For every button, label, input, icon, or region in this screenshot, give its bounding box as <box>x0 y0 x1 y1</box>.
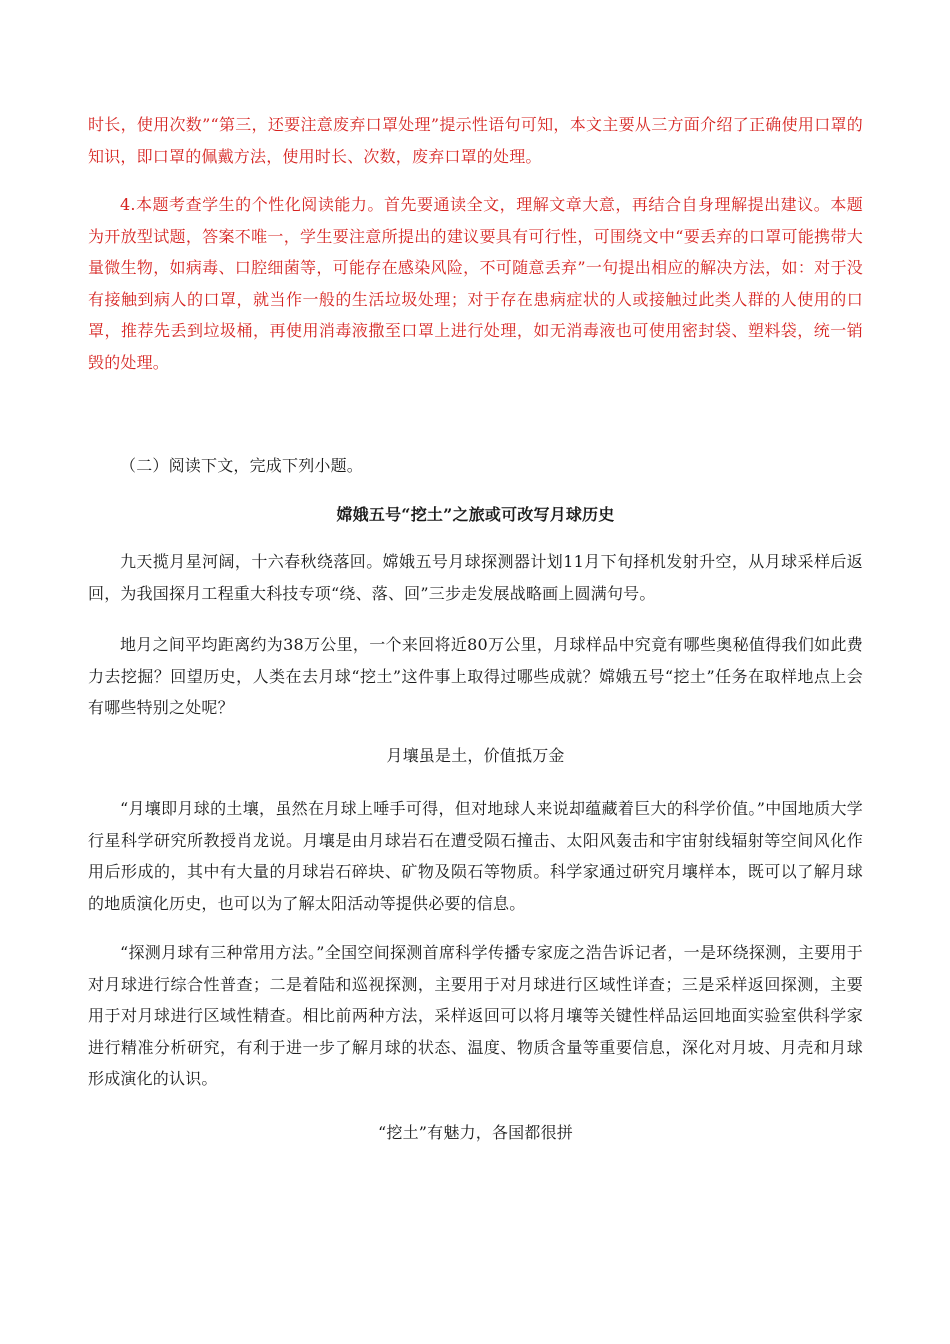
section-intro: （二）阅读下文，完成下列小题。 <box>120 456 364 475</box>
article-paragraph-2: 地月之间平均距离约为38万公里，一个来回将近80万公里，月球样品中究竟有哪些奥秘值得我们如此费力去挖掘？回望历史，人类在去月球“挖土”这件事上取得过哪些成就？嫦娥五号“挖土”任务在取样地点上会有哪些特别之处呢？ <box>88 635 863 717</box>
article-paragraph-3: “月壤即月球的土壤，虽然在月球上唾手可得，但对地球人来说却蕴藏着巨大的科学价值。”中国地质大学行星科学研究所教授肖龙说。月壤是由月球岩石在遭受陨石撞击、太阳风轰击和宇宙射线辐射等空间风化作用后形成的，其中有大量的月球岩石碎块、矿物及陨石等物质。科学家通过研究月壤样本，既可以了解月球的地质演化历史，也可以为了解太阳活动等提供必要的信息。 <box>88 799 863 913</box>
answer-paragraph-continuation: 时长，使用次数”“第三，还要注意废弃口罩处理”提示性语句可知，本文主要从三方面介绍了正确使用口罩的知识，即口罩的佩戴方法，使用时长、次数，废弃口罩的处理。 <box>88 115 863 166</box>
article-title: 嫦娥五号“挖土”之旅或可改写月球历史 <box>336 505 615 524</box>
article-paragraph-4: “探测月球有三种常用方法。”全国空间探测首席科学传播专家庞之浩告诉记者，一是环绕探测，主要用于对月球进行综合性普查；二是着陆和巡视探测，主要用于对月球进行区域性详查；三是采样返回探测，主要用于对月球进行区域性精查。相比前两种方法，采样返回可以将月壤等关键性样品运回地面实验室供科学家进行精准分析研究，有利于进一步了解月球的状态、温度、物质含量等重要信息，深化对月坡、月壳和月球形成演化的认识。 <box>88 943 863 1088</box>
answer-paragraph-question-4: 4.本题考查学生的个性化阅读能力。首先要通读全文，理解文章大意，再结合自身理解提出建议。本题为开放型试题，答案不唯一，学生要注意所提出的建议要具有可行性，可围绕文中“要丢弃的口罩可能携带大量微生物，如病毒、口腔细菌等，可能存在感染风险，不可随意丢弃”一句提出相应的解决方法，如：对于没有接触到病人的口罩，就当作一般的生活垃圾处理；对于存在患病症状的人或接触过此类人群的人使用的口罩，推荐先丢到垃圾桶，再使用消毒液撒至口罩上进行处理，如无消毒液也可使用密封袋、塑料袋，统一销毁的处理。 <box>88 195 863 372</box>
article-subheading-1: 月壤虽是土，价值抵万金 <box>386 746 565 765</box>
article-subheading-2: “挖土”有魅力，各国都很拼 <box>378 1123 573 1142</box>
article-paragraph-1: 九天揽月星河阔，十六春秋绕落回。嫦娥五号月球探测器计划11月下旬择机发射升空，从月球采样后返回，为我国探月工程重大科技专项“绕、落、回”三步走发展战略画上圆满句号。 <box>88 552 863 603</box>
